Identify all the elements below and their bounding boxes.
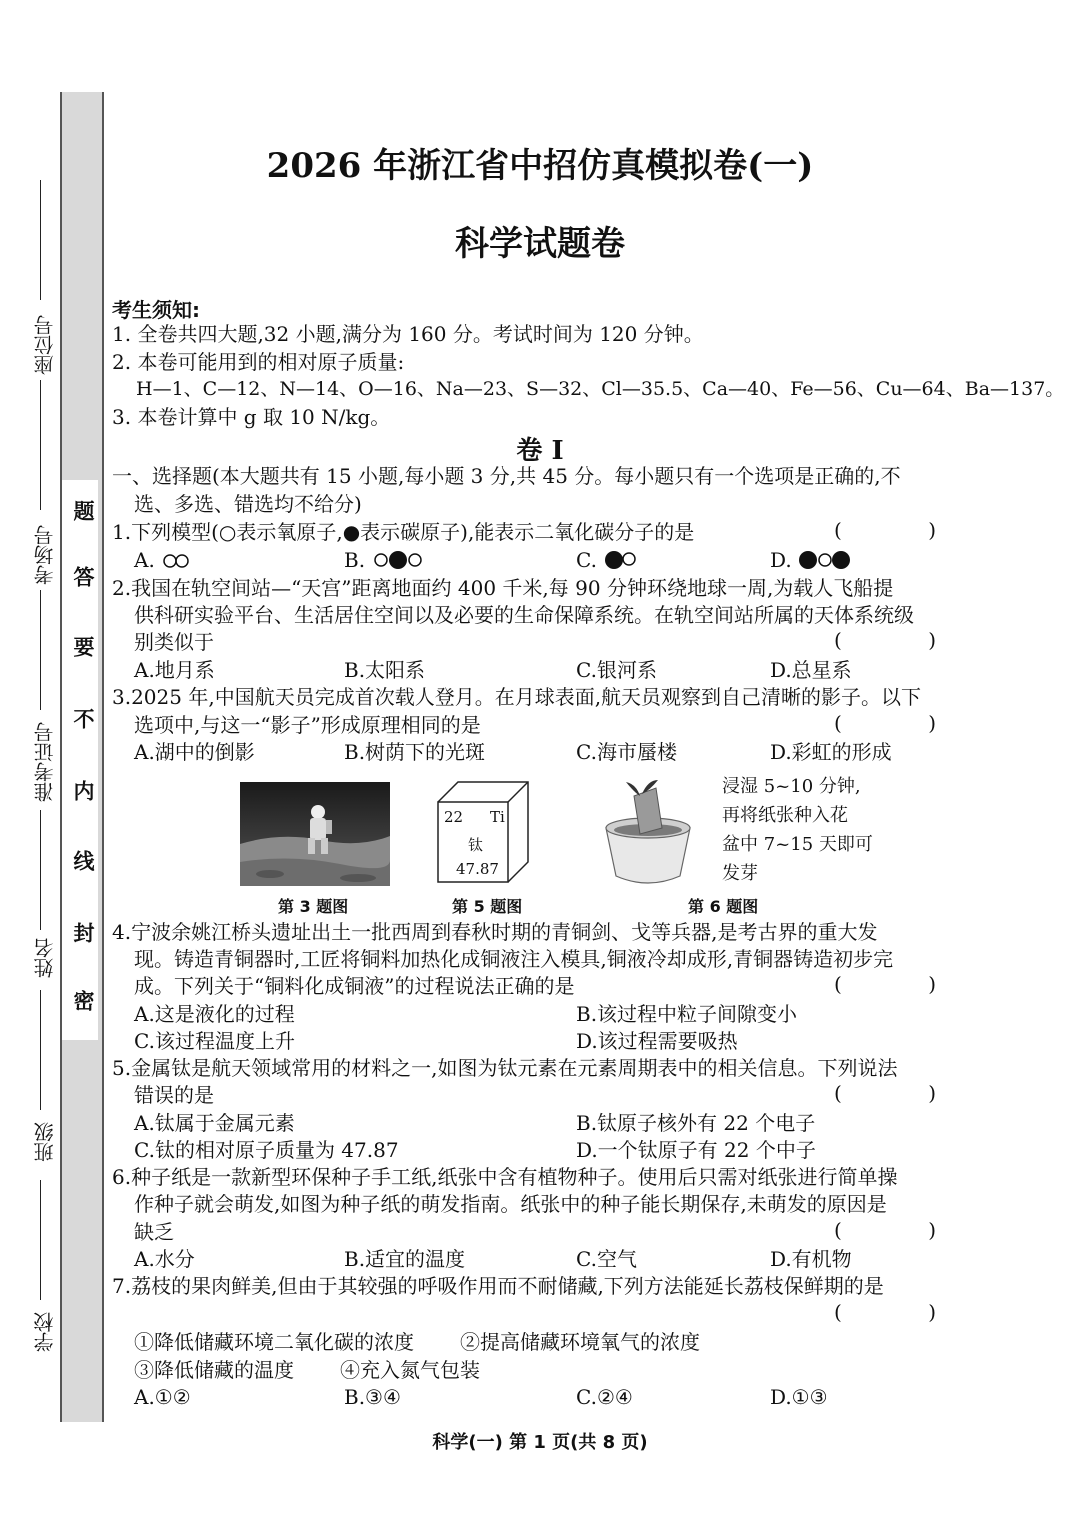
question-stem: 选项中,与这一“影子”形成原理相同的是 [134,713,481,737]
label-class: 班级 [33,1122,57,1162]
figure-caption: 第 5 题图 [452,897,523,916]
option: A.水分 [134,1247,195,1271]
guide-line: 浸湿 5~10 分钟, [722,776,861,797]
statement-option: ②提高储藏环境氧气的浓度 [460,1330,700,1354]
question-stem: 供科研实验平台、生活居住空间以及必要的生命保障系统。在轨空间站所属的天体系统级 [134,603,914,627]
option [770,546,868,574]
option: C.钛的相对原子质量为 47.87 [134,1138,399,1162]
seal-char: 不 [71,708,96,729]
question-stem: 作种子就会萌发,如图为种子纸的萌发指南。纸张中的种子能长期保存,未萌发的原因是 [134,1192,887,1216]
question-stem: 4.宁波余姚江桥头遗址出土一批西周到春秋时期的青铜剑、戈等兵器,是考古界的重大发 [112,920,878,944]
question-stem: 错误的是 [134,1083,214,1107]
ti-symbol: Ti [490,808,505,826]
seal-char: 密 [71,990,96,1011]
option: D.①③ [770,1385,828,1409]
molecule-model-icon [161,550,197,570]
answer-paren: ( ) [834,628,976,652]
subject-title: 科学试题卷 [455,224,625,264]
ti-name: 钛 [468,836,484,854]
question-stem: 缺乏 [134,1220,174,1244]
statement-option: ④充入氮气包装 [340,1358,480,1382]
answer-paren: ( ) [834,1218,976,1242]
question-stem: 1.下列模型(○表示氧原子,●表示碳原子),能表示二氧化碳分子的是 [112,520,695,544]
answer-paren: ( ) [834,1081,976,1105]
fill-line [40,990,41,1110]
statement-option: ①降低储藏环境二氧化碳的浓度 [134,1330,414,1354]
notice-heading: 考生须知: [112,298,200,322]
question-stem: 6.种子纸是一款新型环保种子手工纸,纸张中含有植物种子。使用后只需对纸张进行简单操 [112,1165,898,1189]
option: A.钛属于金属元素 [134,1111,295,1135]
question-stem: 3.2025 年,中国航天员完成首次载人登月。在月球表面,航天员观察到自己清晰的影子。以下 [112,685,922,709]
seal-char: 封 [71,922,96,943]
guide-line: 发芽 [722,863,758,884]
answer-paren: ( ) [834,1300,976,1324]
answer-paren: ( ) [834,518,976,542]
answer-paren: ( ) [834,711,976,735]
option: C.该过程温度上升 [134,1029,295,1053]
question-stem: 现。铸造青铜器时,工匠将铜料加热化成铜液注入模具,铜液冷却成形,青铜器铸造初步完 [134,947,894,971]
option: B.适宜的温度 [344,1247,466,1271]
option [576,546,643,574]
question-stem: 2.我国在轨空间站—“天宫”距离地面约 400 千米,每 90 分钟环绕地球一周,为载人飞船提 [112,576,894,600]
seal-char: 题 [71,500,96,521]
option: C.空气 [576,1247,637,1271]
ti-atomic-number: 22 [444,808,464,826]
seal-char: 要 [71,636,96,657]
option: A.湖中的倒影 [134,740,255,764]
label-seat-number: 座位号 [33,315,57,375]
notice-item: 3. 本卷计算中 g 取 10 N/kg。 [112,405,391,429]
answer-paren: ( ) [834,972,976,996]
figure-caption: 第 6 题图 [688,897,759,916]
label-admission-number: 准考证号 [33,722,57,802]
seed-paper-pot-illustration [596,774,700,886]
atomic-masses: H—1、C—12、N—14、O—16、Na—23、S—32、Cl—35.5、Ca—40、Fe—56、Cu—64、Ba—137。 [136,378,1065,400]
option-label: B. [344,548,366,572]
ti-atomic-mass: 47.87 [456,860,499,878]
option: A.①② [134,1385,191,1409]
label-school: 学校 [33,1312,57,1352]
exam-title: 2026 年浙江省中招仿真模拟卷(一) [266,146,814,186]
option-label: D. [770,548,792,572]
astronaut-moon-photo [240,782,390,886]
page-footer: 科学(一) 第 1 页(共 8 页) [432,1432,648,1453]
option: C.银河系 [576,658,657,682]
option: D.该过程需要吸热 [576,1029,738,1053]
volume-label: 卷 I [516,436,564,466]
seal-char: 线 [71,850,96,871]
label-exam-room: 考场号 [33,525,57,585]
option [344,546,435,574]
molecule-model-icon [603,549,643,571]
guide-line: 盆中 7~15 天即可 [722,834,873,855]
option: B.③④ [344,1385,401,1409]
option [134,546,197,574]
statement-option: ③降低储藏的温度 [134,1358,294,1382]
option: A.地月系 [134,658,215,682]
guide-line: 再将纸张种入花 [722,805,848,826]
option: C.②④ [576,1385,633,1409]
fill-line [40,590,41,710]
option: D.总星系 [770,658,852,682]
option: B.钛原子核外有 22 个电子 [576,1111,816,1135]
option: A.这是液化的过程 [134,1002,295,1026]
section-heading: 一、选择题(本大题共有 15 小题,每小题 3 分,共 45 分。每小题只有一个选项是正确的,不 [112,464,901,488]
binding-strip-seal-area [62,480,98,1040]
seed-paper-guide [722,772,873,888]
option: C.海市蜃楼 [576,740,677,764]
option: D.彩虹的形成 [770,740,892,764]
option-label: C. [576,548,597,572]
fill-line [40,810,41,930]
question-stem: 5.金属钛是航天领域常用的材料之一,如图为钛元素在元素周期表中的相关信息。下列说法 [112,1056,898,1080]
section-heading: 选、多选、错选均不给分) [134,492,362,516]
label-name: 姓名 [33,938,57,978]
option: B.太阳系 [344,658,426,682]
option: D.有机物 [770,1247,852,1271]
molecule-model-icon [798,549,868,571]
molecule-model-icon [371,549,435,571]
seal-char: 内 [71,780,96,801]
option: D.一个钛原子有 22 个中子 [576,1138,816,1162]
fill-line [40,1180,41,1300]
option-label: A. [134,548,155,572]
option: B.该过程中粒子间隙变小 [576,1002,798,1026]
option: B.树荫下的光斑 [344,740,486,764]
notice-item: 1. 全卷共四大题,32 小题,满分为 160 分。考试时间为 120 分钟。 [112,322,704,346]
question-stem: 7.荔枝的果肉鲜美,但由于其较强的呼吸作用而不耐储藏,下列方法能延长荔枝保鲜期的是 [112,1274,884,1298]
question-stem: 别类似于 [134,630,214,654]
seal-char: 答 [71,566,96,587]
question-stem: 成。下列关于“铜料化成铜液”的过程说法正确的是 [134,974,575,998]
notice-item: 2. 本卷可能用到的相对原子质量: [112,350,405,374]
figure-caption: 第 3 题图 [278,897,349,916]
